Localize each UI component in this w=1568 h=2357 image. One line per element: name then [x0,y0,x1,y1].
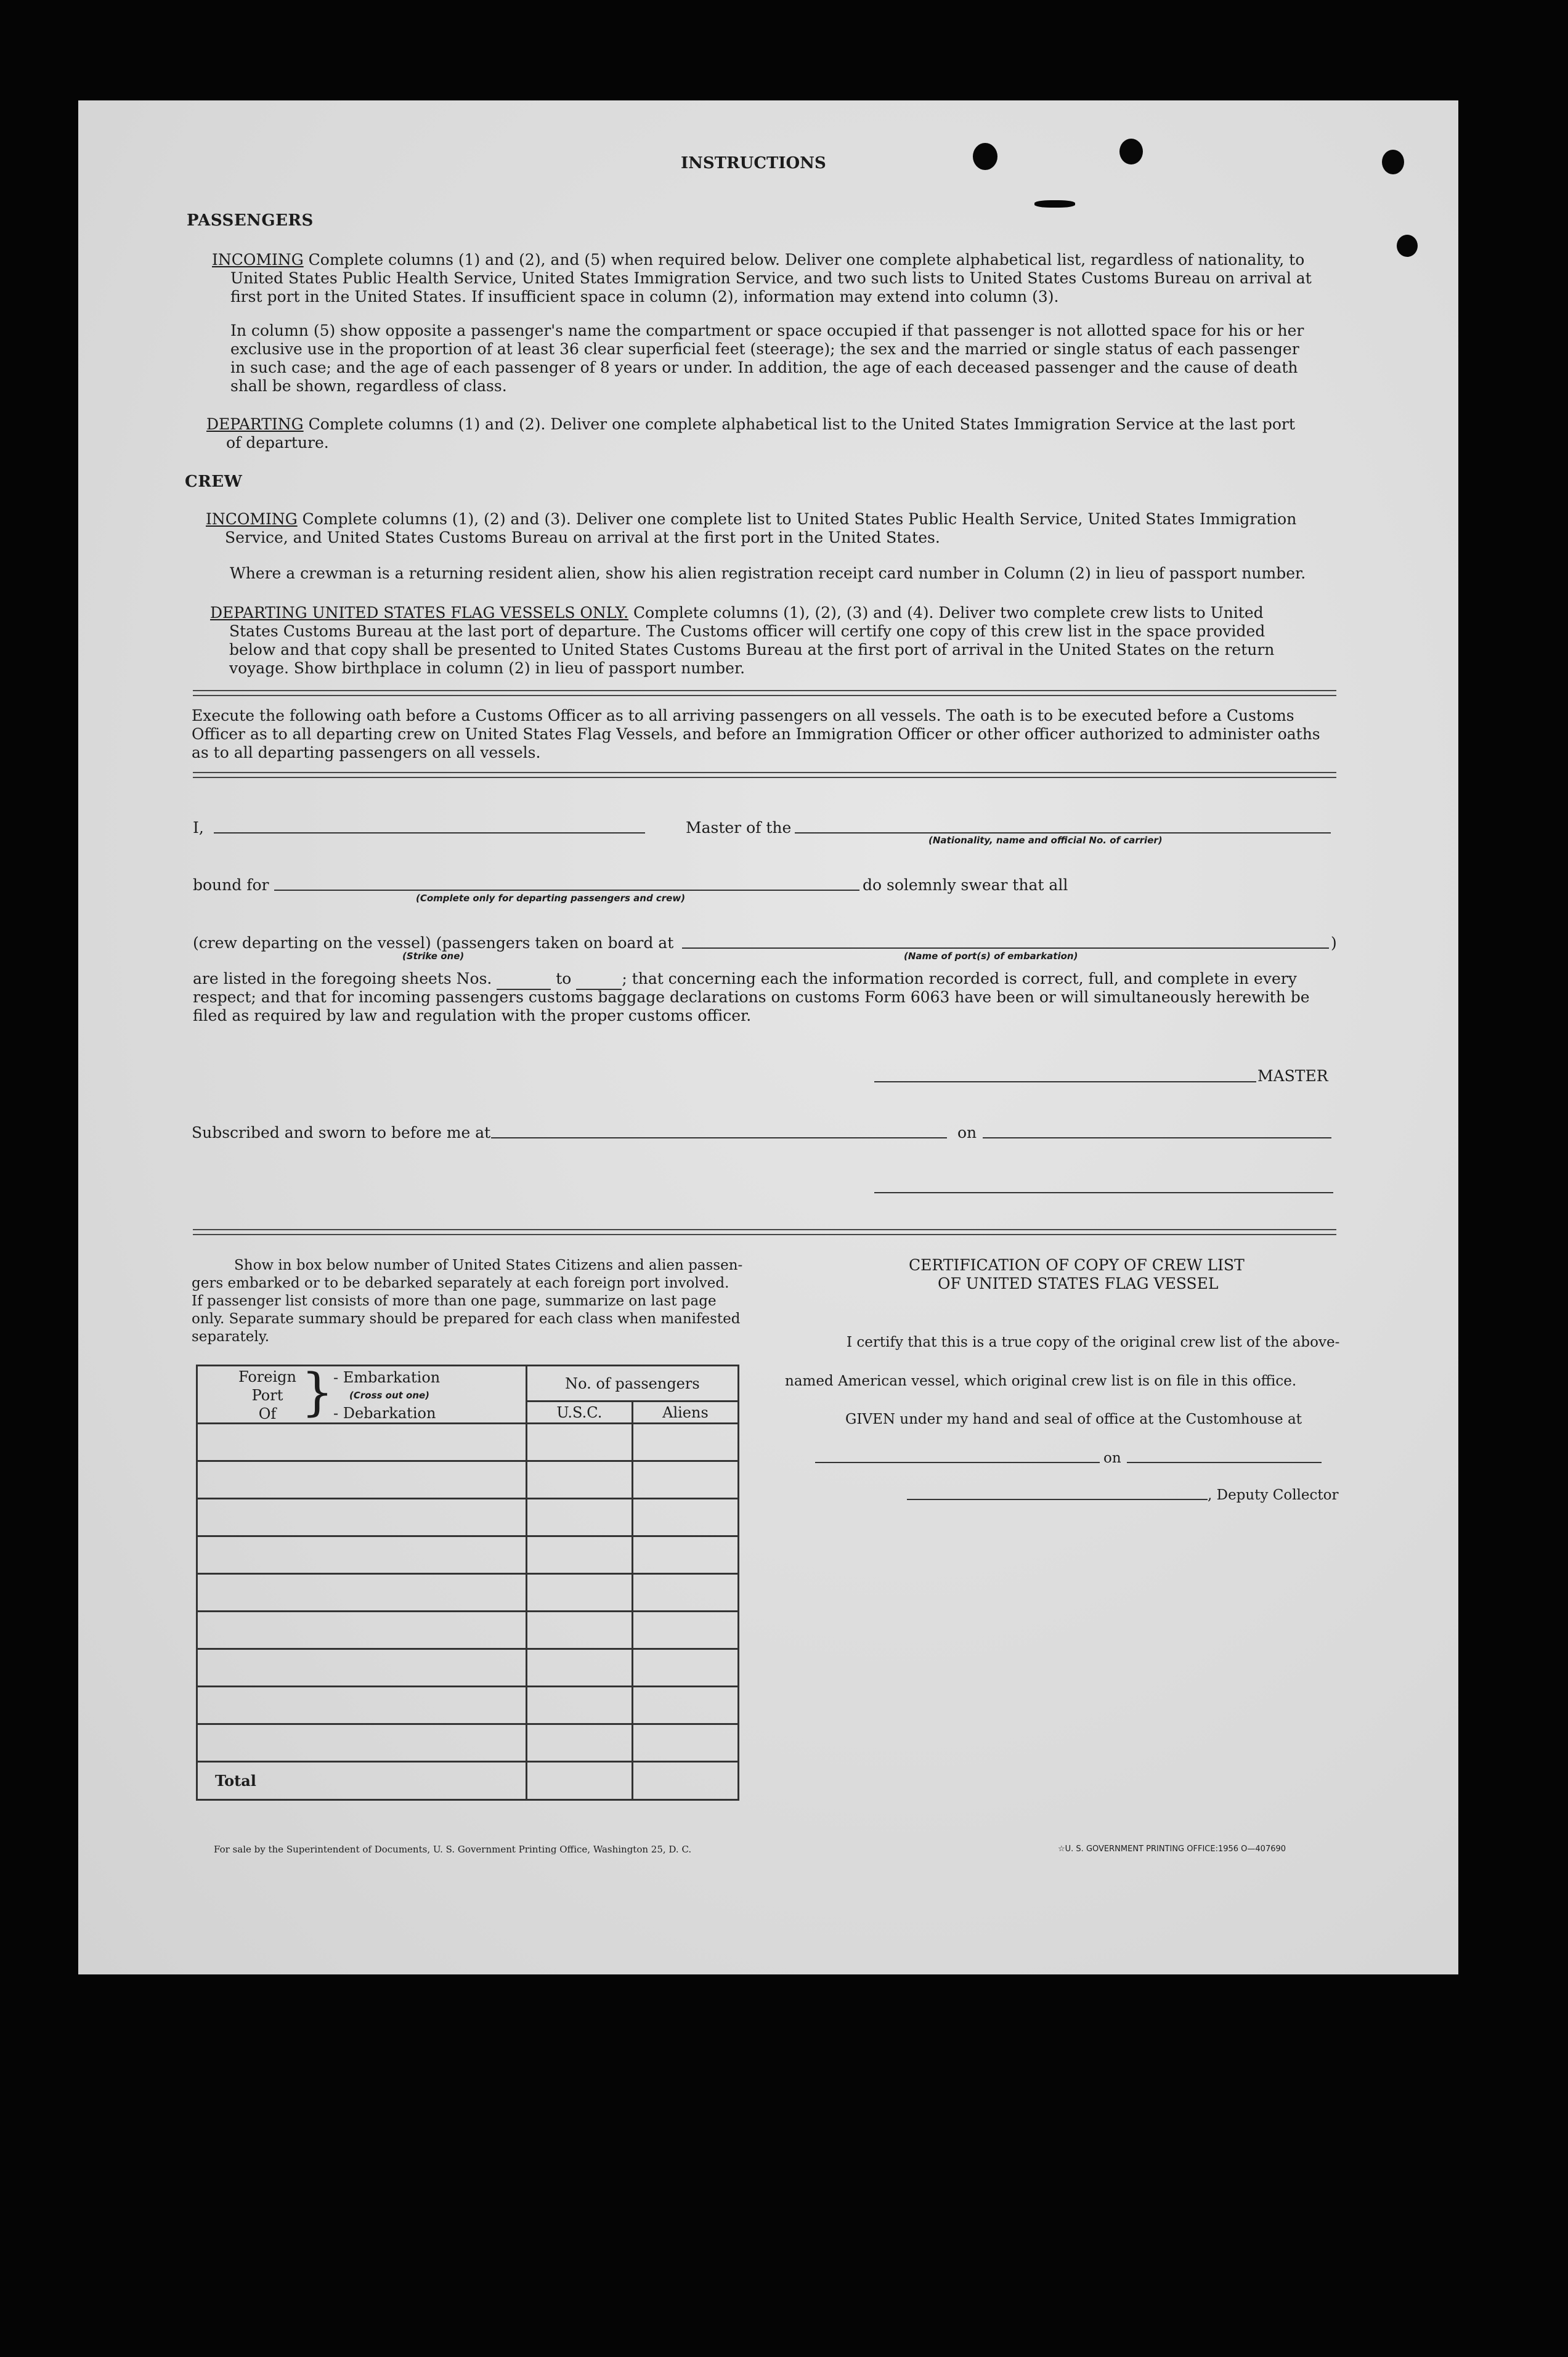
total-row [197,1762,739,1800]
instruction-text: Complete columns (1), (2), (3) and (4). Deliver two complete crew lists to United [633,604,1264,622]
respect-line: respect; and that for incoming passengers customs baggage declarations on customs Form 6063 have been or will simultaneously herewith be [193,988,1310,1006]
total-label: Total [197,1762,527,1800]
ink-blot [1397,235,1418,257]
port-caption: (Name of port(s) of embarkation) [904,951,1078,962]
port-cell[interactable] [197,1687,527,1724]
sworn-place-field[interactable] [491,1137,947,1138]
to-label: to [556,970,572,988]
sheet-to-field[interactable] [576,969,622,990]
oath-intro: as to all departing passengers on all vessels. [192,744,541,761]
for-sale-note: For sale by the Superintendent of Documents, U. S. Government Printing Office, Washington 25, D. C. [214,1844,692,1855]
ink-blot [1119,139,1143,164]
i-label: I, [193,819,204,837]
destination-field[interactable] [274,890,859,891]
passengers-departing [206,415,1295,434]
aliens-cell[interactable] [632,1724,738,1762]
instruction-text: In column (5) show opposite a passenger's name the compartment or space occupied if that passenger is not allotted space for his or her [230,322,1304,339]
given-text: GIVEN under my hand and seal of office at the Customhouse at [845,1411,1302,1427]
foregoing-label [193,969,1297,990]
usc-cell[interactable] [526,1536,632,1574]
oath-intro: Officer as to all departing crew on United States Flag Vessels, and before an Immigration Officer or other officer authorized to administer oaths [192,725,1320,743]
master-label: MASTER [1257,1067,1328,1085]
master-of-label: Master of the [686,819,792,837]
divider [193,1229,1336,1235]
divider [193,772,1336,778]
aliens-cell[interactable] [632,1574,738,1612]
table-row [197,1536,739,1574]
no-of-passengers-header: No. of passengers [526,1366,738,1402]
instruction-text: first port in the United States. If insufficient space in column (2), information may extend into column (3). [230,288,1059,306]
embarkation-option[interactable]: - Embarkation [333,1369,441,1386]
certify-text: I certify that this is a true copy of the original crew list of the above- [847,1334,1340,1350]
of-label: Of [258,1405,277,1422]
port-header-cell [197,1363,527,1424]
ink-blot [1034,200,1075,208]
port-cell[interactable] [197,1724,527,1762]
debarkation-option[interactable]: - Debarkation [333,1405,436,1422]
form-page [78,100,1458,1974]
aliens-cell[interactable] [632,1612,738,1649]
close-paren: ) [1331,934,1337,952]
cross-out-caption: (Cross out one) [349,1390,430,1401]
table-row [197,1687,739,1724]
instruction-text: United States Public Health Service, United States Immigration Service, and two such lists to United States Customs Bureau on arrival at [230,269,1312,287]
summary-intro: If passenger list consists of more than one page, summarize on last page [192,1293,717,1309]
port-cell[interactable] [197,1574,527,1612]
officer-signature-field[interactable] [874,1192,1333,1193]
deputy-signature-field[interactable] [907,1499,1208,1500]
instruction-text: Complete columns (1) and (2), and (5) when required below. Deliver one complete alphabetical list, regardless of nationality, to [308,251,1305,269]
usc-cell[interactable] [526,1687,632,1724]
usc-cell[interactable] [526,1499,632,1536]
crew-incoming [206,509,1296,529]
instruction-text: of departure. [226,434,329,452]
certification-date-field[interactable] [1127,1462,1322,1463]
divider [193,690,1336,696]
passengers-incoming [212,250,1304,270]
departing-label: DEPARTING UNITED STATES FLAG VESSELS ONLY. [210,604,629,622]
incoming-label: INCOMING [212,251,304,269]
subscribed-label: Subscribed and sworn to before me at [192,1124,491,1142]
instruction-text: Complete columns (1), (2) and (3). Deliver one complete list to United States Public Health Service, United States Immigration [302,510,1297,528]
usc-header: U.S.C. [526,1402,632,1424]
aliens-cell[interactable] [632,1687,738,1724]
usc-total-cell[interactable] [526,1762,632,1800]
instruction-text: Complete columns (1) and (2). Deliver one complete alphabetical list to the United States Immigration Service at the last port [308,415,1295,433]
bound-for-label: bound for [193,876,269,894]
incoming-label: INCOMING [206,510,298,528]
departing-label: DEPARTING [206,415,304,433]
port-label: Port [251,1387,283,1404]
crew-passengers-label: (crew departing on the vessel) (passengers taken on board at [193,934,674,952]
aliens-cell[interactable] [632,1499,738,1536]
port-cell[interactable] [197,1612,527,1649]
aliens-cell[interactable] [632,1424,738,1461]
certification-title: OF UNITED STATES FLAG VESSEL [938,1275,1219,1292]
usc-cell[interactable] [526,1612,632,1649]
port-cell[interactable] [197,1499,527,1536]
embarkation-port-field[interactable] [682,947,1329,949]
usc-cell[interactable] [526,1461,632,1499]
passenger-summary-table [196,1365,739,1801]
usc-cell[interactable] [526,1424,632,1461]
foregoing-text: are listed in the foregoing sheets Nos. [193,970,492,988]
master-name-field[interactable] [214,832,645,834]
strike-caption: (Strike one) [402,951,465,962]
brace: } [301,1363,334,1422]
sworn-date-field[interactable] [983,1137,1331,1138]
master-signature-field[interactable] [874,1081,1256,1082]
nationality-caption: (Nationality, name and official No. of carrier) [928,835,1163,846]
instruction-text: States Customs Bureau at the last port of departure. The Customs officer will certify one copy of this crew list in the space provided [229,622,1265,640]
summary-intro: Show in box below number of United States Citizens and alien passen- [234,1257,743,1273]
carrier-field[interactable] [795,832,1331,834]
instruction-text: in such case; and the age of each passenger of 8 years or under. In addition, the age of each deceased passenger and the cause of death [230,359,1298,376]
usc-cell[interactable] [526,1724,632,1762]
summary-intro: only. Separate summary should be prepared for each class when manifested [192,1311,741,1327]
solemnly-swear-label: do solemnly swear that all [863,876,1068,894]
usc-cell[interactable] [526,1649,632,1687]
certification-title: CERTIFICATION OF COPY OF CREW LIST [909,1256,1245,1274]
on-label: on [957,1124,977,1142]
port-cell[interactable] [197,1461,527,1499]
foregoing-text: ; that concerning each the information recorded is correct, full, and complete in every [622,970,1297,988]
aliens-cell[interactable] [632,1649,738,1687]
table-row [197,1461,739,1499]
certify-text: named American vessel, which original crew list is on file in this office. [785,1373,1297,1389]
passengers-heading: PASSENGERS [187,211,314,230]
gpo-imprint: ☆U. S. GOVERNMENT PRINTING OFFICE:1956 O—407690 [1058,1844,1286,1854]
port-cell[interactable] [197,1424,527,1461]
port-cell[interactable] [197,1649,527,1687]
port-cell[interactable] [197,1536,527,1574]
on-label: on [1103,1450,1121,1466]
aliens-cell[interactable] [632,1536,738,1574]
foreign-label: Foreign [238,1368,296,1385]
table-row [197,1724,739,1762]
instruction-text: shall be shown, regardless of class. [230,377,507,395]
deputy-collector-label: , Deputy Collector [1208,1487,1339,1503]
customhouse-field[interactable] [815,1462,1100,1463]
ink-blot [973,143,997,170]
instruction-text: Where a crewman is a returning resident alien, show his alien registration receipt card number in Column (2) in lieu of passport number. [230,564,1306,582]
table-row [197,1424,739,1461]
summary-intro: separately. [192,1329,270,1345]
aliens-total-cell[interactable] [632,1762,738,1800]
table-row [197,1612,739,1649]
instruction-text: Service, and United States Customs Bureau on arrival at the first port in the United States. [225,529,940,546]
table-row [197,1499,739,1536]
table-row [197,1574,739,1612]
instruction-text: below and that copy shall be presented to United States Customs Bureau at the first port of arrival in the United States on the return [229,641,1275,659]
summary-intro: gers embarked or to be debarked separately at each foreign port involved. [192,1275,729,1291]
aliens-cell[interactable] [632,1461,738,1499]
table-row [197,1649,739,1687]
instructions-title: INSTRUCTIONS [681,154,826,172]
filed-line: filed as required by law and regulation with the proper customs officer. [193,1007,752,1024]
complete-only-caption: (Complete only for departing passengers and crew) [416,893,686,904]
aliens-header: Aliens [632,1402,738,1424]
instruction-text: voyage. Show birthplace in column (2) in lieu of passport number. [229,659,745,677]
sheet-from-field[interactable] [497,969,551,990]
usc-cell[interactable] [526,1574,632,1612]
crew-heading: CREW [185,473,243,491]
oath-intro: Execute the following oath before a Customs Officer as to all arriving passengers on all vessels. The oath is to be executed before a Customs [192,707,1294,724]
crew-departing [210,603,1264,623]
ink-blot [1382,150,1404,174]
instruction-text: exclusive use in the proportion of at least 36 clear superficial feet (steerage); the sex and the married or single status of each passenger [230,340,1299,358]
